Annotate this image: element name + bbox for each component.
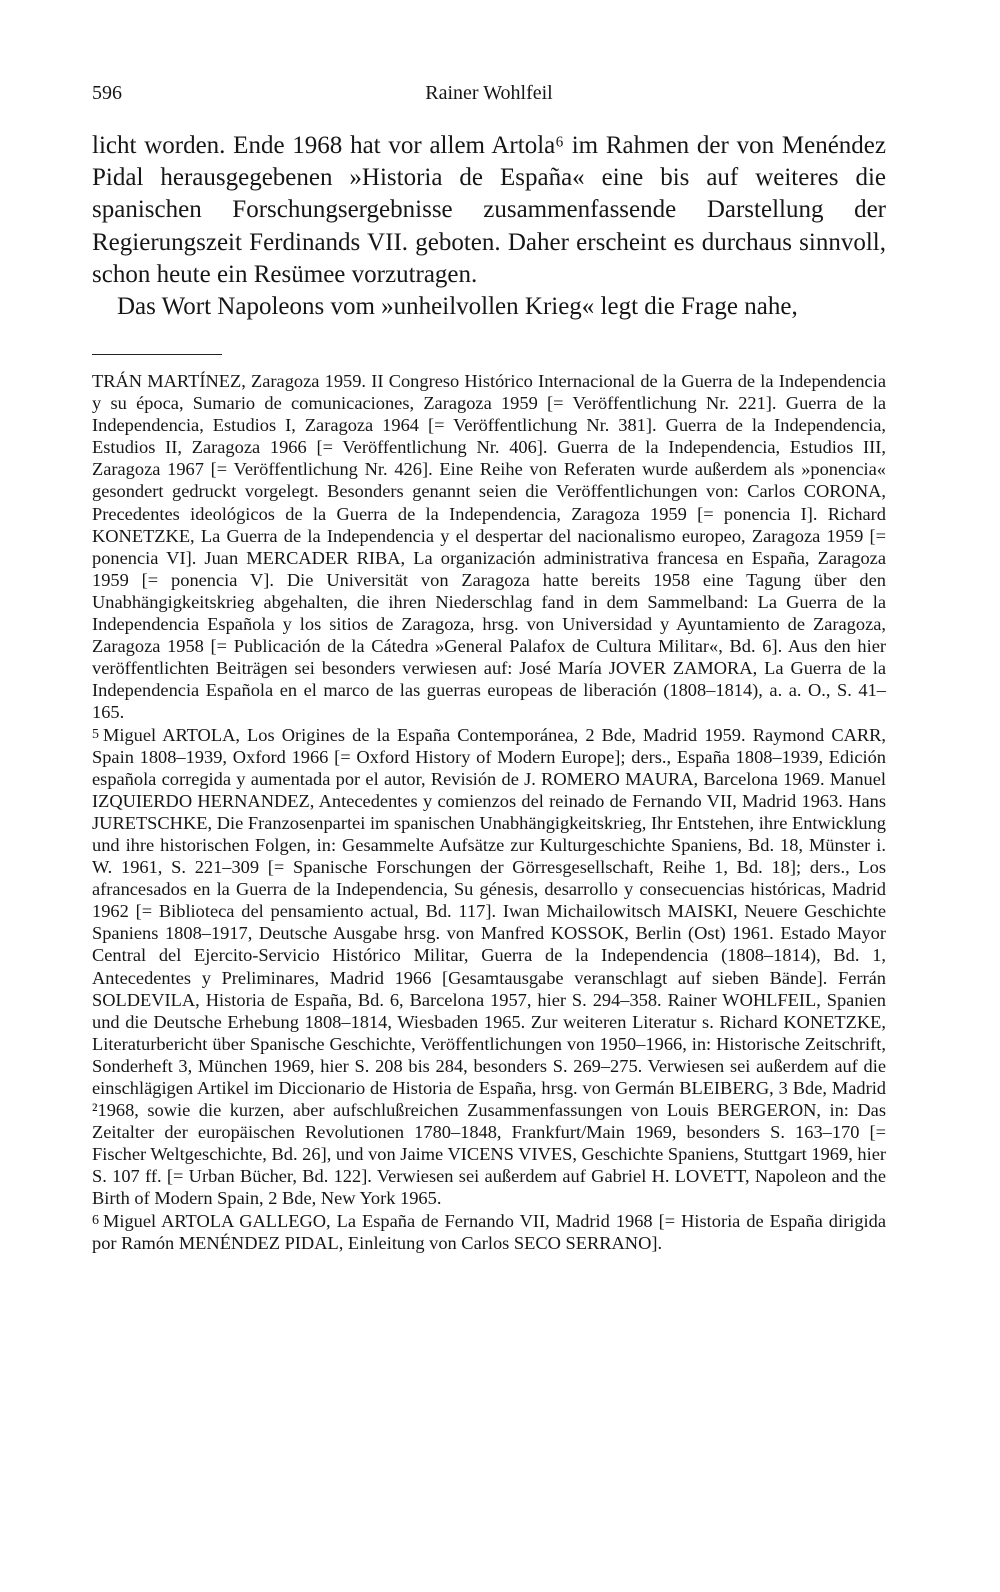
running-head: Rainer Wohlfeil (425, 82, 553, 104)
body-text (92, 130, 886, 323)
footnote (92, 370, 886, 724)
body-paragraph: Das Wort Napoleons vom »unheilvollen Krieg« legt die Frage nahe, (117, 293, 798, 321)
footnote (92, 1210, 886, 1254)
footnote-number: 6 (92, 1212, 99, 1228)
footnote-text: Miguel ARTOLA GALLEGO, La España de Fernando VII, Madrid 1968 [= Historia de España dirigida por Ramón MENÉNDEZ PIDAL, Einleitung von Carlos SECO SERRANO]. (92, 1210, 886, 1253)
footnotes (92, 370, 886, 1254)
footnote-separator (92, 354, 222, 355)
footnote-number: 5 (92, 726, 99, 742)
page-header (92, 78, 886, 108)
page-number: 596 (92, 82, 122, 104)
footnote-text: TRÁN MARTÍNEZ, Zaragoza 1959. II Congreso Histórico Internacional de la Guerra de la Independencia y su época, Sumario de comunicaciones, Zaragoza 1959 [= Veröffentlichung Nr. 221]. Guerra de la Independencia, Estudios I, Zaragoza 1964 [= Veröffentlichung Nr. 381]. Guerra de la Independencia, Estudios II, Zaragoza 1966 [= Veröffentlichung Nr. 406]. Guerra de la Independencia, Estudios III, Zaragoza 1967 [= Veröffentlichung Nr. 426]. Eine Reihe von Referaten wurde außerdem als »ponencia« gesondert gedruckt vorgelegt. Besonders genannt seien die Veröffentlichungen von: Carlos CORONA, Precedentes ideológicos de la Guerra de la Independencia, Zaragoza 1959 [= ponencia I]. Richard KONETZKE, La Guerra de la Independencia y el despertar del nacionalismo europeo, Zaragoza 1959 [= ponencia VI]. Juan MERCADER RIBA, La organización administrativa francesa en España, Zaragoza 1959 [= ponencia V]. Die Universität von Zaragoza hatte bereits 1958 eine Tagung über den Unabhängigkeitskrieg abgehalten, die ihren Niederschlag fand in dem Sammelband: La Guerra de la Independencia Española y los sitios de Zaragoza, hrsg. von Universidad y Ayuntamiento de Zaragoza, Zaragoza 1958 [= Publicación de la Cátedra »General Palafox de Cultura Militar«, Bd. 6]. Aus den hier veröffentlichten Beiträgen sei besonders verwiesen auf: José María JOVER ZAMORA, La Guerra de la Independencia Española en el marco de las guerras europeas de liberación (1808–1814), a. a. O., S. 41–165. (92, 371, 886, 723)
footnote-text: Miguel ARTOLA, Los Origines de la España Contemporánea, 2 Bde, Madrid 1959. Raymond CARR, Spain 1808–1939, Oxford 1966 [= Oxford History of Modern Europe]; ders., España 1808–1939, Edición española corregida y aumentada por el autor, Revisión de J. ROMERO MAURA, Barcelona 1969. Manuel IZQUIERDO HERNANDEZ, Antecedentes y comienzos del reinado de Fernando VII, Madrid 1963. Hans JURETSCHKE, Die Franzosenpartei im spanischen Unabhängigkeitskrieg, Ihr Entstehen, ihre Entwicklung und ihre historischen Folgen, in: Gesammelte Aufsätze zur Kulturgeschichte Spaniens, Bd. 18, Münster i. W. 1961, S. 221–309 [= Spanische Forschungen der Görresgesellschaft, Reihe 1, Bd. 18]; ders., Los afrancesados en la Guerra de la Independencia, Su génesis, desarrollo y consecuencias históricas, Madrid 1962 [= Biblioteca del pensamiento actual, Bd. 117]. Iwan Michailowitsch MAISKI, Neuere Geschichte Spaniens 1808–1917, Deutsche Ausgabe hrsg. von Manfred KOSSOK, Berlin (Ost) 1961. Estado Mayor Central del Ejercito-Servicio Histórico Militar, Guerra de la Independencia (1808–1814), Bd. 1, Antecedentes y Preliminares, Madrid 1966 [Gesamtausgabe veranschlagt auf sieben Bände]. Ferrán SOLDEVILA, Historia de España, Bd. 6, Barcelona 1957, hier S. 294–358. Rainer WOHLFEIL, Spanien und die Deutsche Erhebung 1808–1814, Wiesbaden 1965. Zur weiteren Literatur s. Richard KONETZKE, Literaturbericht über Spanische Geschichte, Veröffentlichungen von 1950–1966, in: Historische Zeitschrift, Sonderheft 3, München 1969, hier S. 208 bis 284, besonders S. 269–275. Verwiesen sei außerdem auf die einschlägigen Artikel im Diccionario de Historia de España, hrsg. von Germán BLEIBERG, 3 Bde, Madrid ²1968, sowie die kurzen, aber aufschlußreichen Zusammenfassungen von Louis BERGERON, in: Das Zeitalter der europäischen Revolutionen 1780–1848, Frankfurt/Main 1969, besonders S. 163–170 [= Fischer Weltgeschichte, Bd. 26], und von Jaime VICENS VIVES, Geschichte Spaniens, Stuttgart 1969, hier S. 107 ff. [= Urban Bücher, Bd. 122]. Verwiesen sei außerdem auf Gabriel H. LOVETT, Napoleon and the Birth of Modern Spain, 2 Bde, New York 1965. (92, 724, 886, 1209)
footnote (92, 724, 886, 1210)
body-paragraph: licht worden. Ende 1968 hat vor allem Artola⁶ im Rahmen der von Menéndez Pidal herausgegebenen »Historia de España« eine bis auf weiteres die spanischen Forschungsergebnisse zusammenfassende Darstellung der Regierungszeit Ferdinands VII. geboten. Daher erscheint es durchaus sinnvoll, schon heute ein Resümee vorzutragen. (92, 132, 886, 288)
